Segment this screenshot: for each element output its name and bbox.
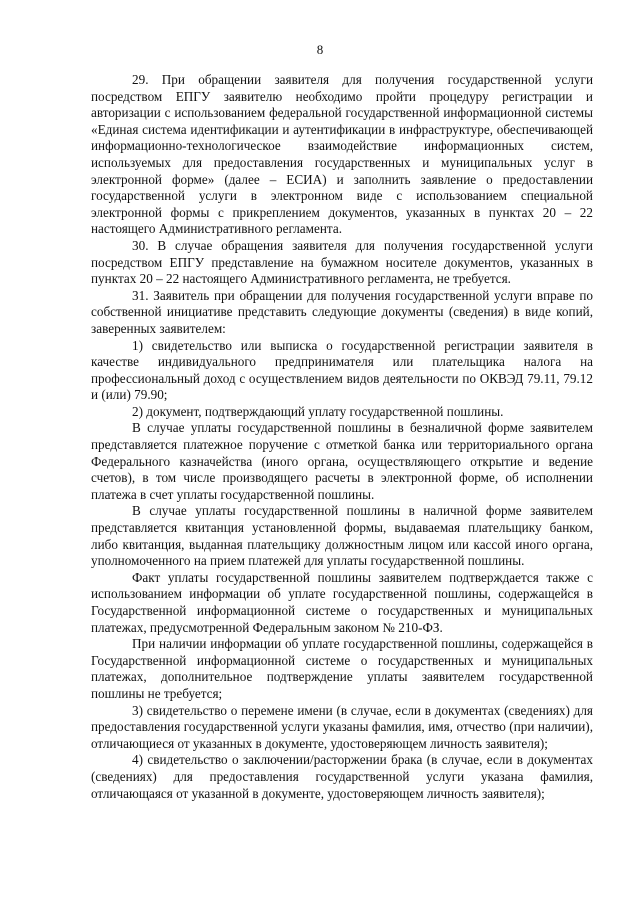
paragraph-31: 31. Заявитель при обращении для получения государственной услуги вправе по собственной инициативе представить следующие документы (сведения) в виде копий, заверенных заявителем:	[91, 287, 593, 336]
paragraph-no-additional-confirmation: При наличии информации об уплате государственной пошлины, содержащейся в Государственной информационной системе о государственных и муниципальных платежах, дополнительное подтверждение уплаты заявителем государственной пошлины не требуется;	[91, 636, 593, 701]
paragraph-payment-confirmation: Факт уплаты государственной пошлины заявителем подтверждается также с использованием информации об уплате государственной пошлины, содержащейся в Государственной информационной системе о государственных и муниципальных платежах, предусмотренной Федеральным законом № 210-ФЗ.	[91, 569, 593, 635]
document-body	[91, 72, 593, 802]
paragraph-cashless-payment: В случае уплаты государственной пошлины в безналичной форме заявителем представляется платежное поручение с отметкой банка или территориального органа Федерального казначейства (иного органа, осуществляющего открытие и ведение счетов), в том числе производящего расчеты в электронной форме, об исполнении платежа в счет уплаты государственной пошлины.	[91, 420, 593, 502]
list-item-1: 1) свидетельство или выписка о государственной регистрации заявителя в качестве индивидуального предпринимателя или плательщика налога на профессиональный доход с осуществлением видов деятельности по ОКВЭД 79.11, 79.12 и (или) 79.90;	[91, 337, 593, 403]
page-number: 8	[316, 42, 324, 57]
paragraph-30: 30. В случае обращения заявителя для получения государственной услуги посредством ЕПГУ представление на бумажном носителе документов, указанных в пунктах 20 – 22 настоящего Административного регламента, не требуется.	[91, 237, 593, 287]
list-item-2: 2) документ, подтверждающий уплату государственной пошлины.	[132, 403, 504, 419]
paragraph-cash-payment: В случае уплаты государственной пошлины в наличной форме заявителем представляется квитанция установленной формы, выдаваемая плательщику банком, либо квитанция, выданная плательщику должностным лицом или кассой иного органа, уполномоченного на прием платежей для уплаты государственной пошлины.	[91, 503, 593, 569]
list-item-3: 3) свидетельство о перемене имени (в случае, если в документах (сведениях) для предоставления государственной услуги указаны фамилия, имя, отчество (при наличии), отличающиеся от указанных в документе, удостоверяющем личность заявителя);	[91, 702, 593, 751]
list-item-4: 4) свидетельство о заключении/расторжении брака (в случае, если в документах (сведениях) для предоставления государственной услуги указана фамилия, отличающаяся от указанной в документе, удостоверяющем личность заявителя);	[91, 752, 593, 801]
paragraph-29: 29. При обращении заявителя для получения государственной услуги посредством ЕПГУ заявителю необходимо пройти процедуру регистрации и авторизации с использованием федеральной государственной информационной системы «Единая система идентификации и аутентификации в инфраструктуре, обеспечивающей информационно-технологическое взаимодействие информационных систем, используемых для предоставления государственных и муниципальных услуг в электронной форме» (далее – ЕСИА) и заполнить заявление о предоставлении государственной услуги в электронном виде с использованием специальной электронной формы с прикреплением документов, указанных в пунктах 20 – 22 настоящего Административного регламента.	[91, 72, 593, 237]
